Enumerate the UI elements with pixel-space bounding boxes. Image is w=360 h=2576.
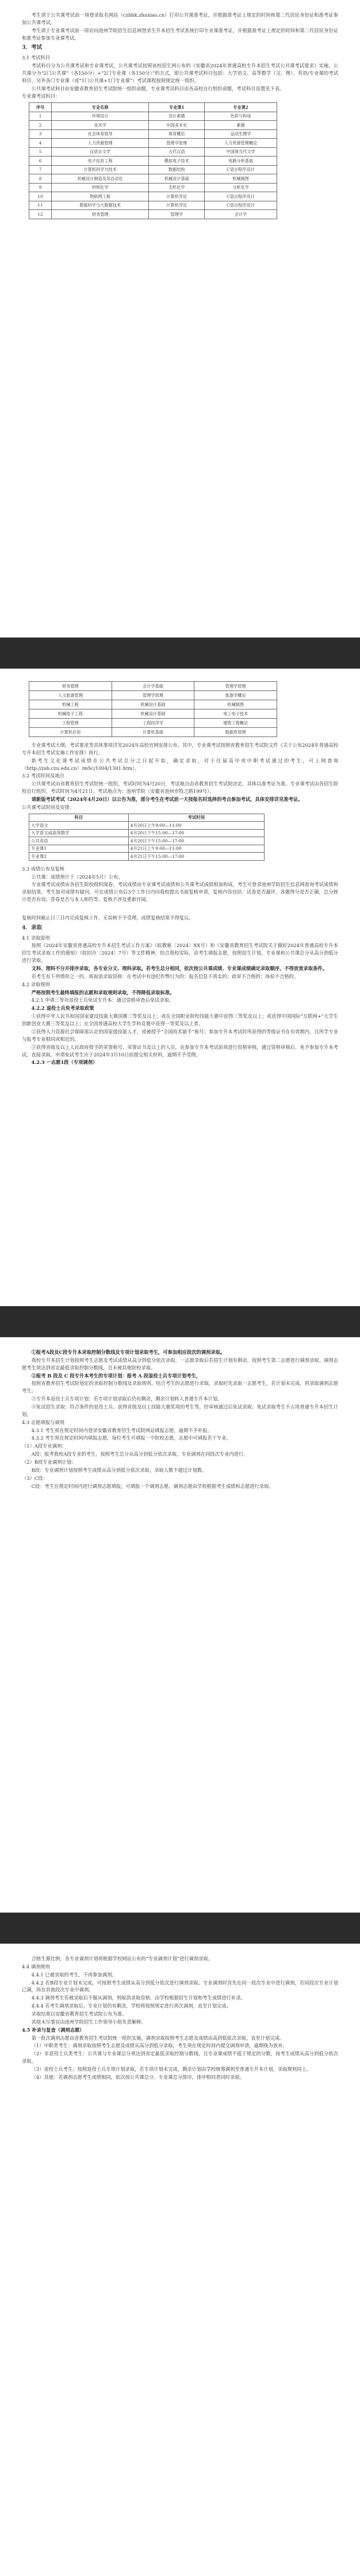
table-row — [29, 112, 277, 121]
table-cell: 2 — [29, 121, 52, 130]
table-cell: 模拟电子技术 — [149, 157, 205, 166]
table-cell: 美术学 — [52, 121, 149, 130]
table-cell: 设计素描 — [149, 112, 205, 121]
table-row — [29, 210, 277, 219]
subsection-heading-adjust: 4.4 调剂规则 — [22, 1963, 51, 1970]
table-row — [29, 121, 277, 130]
p4-paragraph-6: 其他未尽事宜由池州学院招生工作领导小组负责解释。 — [31, 2018, 146, 2025]
table-cell: 机械设计制造及其自动化 — [52, 174, 149, 184]
table-cell: 数据库原理 — [194, 728, 277, 737]
subsection-heading-volunteer: 4.3 志愿填报与调剂 — [22, 1419, 64, 1425]
table-cell: 6 — [29, 157, 52, 166]
table-row — [29, 139, 277, 148]
table-row — [29, 700, 277, 709]
table-cell: 古代汉语 — [149, 147, 205, 157]
table-row — [29, 853, 265, 861]
table-cell: 计算机科学与技术 — [52, 165, 149, 174]
p4-paragraph-11: （4）其他：若调剂志愿考生成绩相同，依次按公共课总分、专业课总分排序，排序相同者同时录取。 — [31, 2074, 244, 2080]
exam-paragraph-7: 专业课考试成绩由各招生院校组织阅卷，考试成绩由专业课考试成绩和公共课考试成绩相加构成，考生可登录池州学院招生信息网查询考试成绩和录取结果，考生如对成绩有疑问，可在成绩公布后3个工作日内向我校提出书面复核申请。复核内容包括：试卷是否漏评，各题得分是否正确，总分统计是否有误，答卷是否与本人相符等。复核不涉及重新评阅。 — [22, 881, 338, 903]
table-cell: 人力资源管理 — [52, 139, 149, 148]
table-row — [29, 157, 277, 166]
table-cell: 工程管理 — [29, 719, 112, 728]
p4-lead: 合格生源比例，各专业调剂计划将根据学校网站公布的“专业调剂计划”进行调剂录取。 — [31, 1956, 213, 1961]
p3-paragraph-8: 4.3.2 考生须在规定时间内填报志愿，每位考生可填报一个院校志愿，志愿中可填报若干专业。 — [31, 1435, 231, 1441]
p3-paragraph-5: ③专升本退役士兵专项计划：若专项计划录取后仍有剩余，剩余计划转入普通专升本计划。 — [31, 1396, 223, 1402]
table-cell: 4月20日下午15:00—17:00 — [128, 837, 264, 845]
table-row — [29, 719, 277, 728]
table-cell: 管理学原理 — [149, 139, 205, 148]
table-cell: 数据科学与大数据技术 — [52, 201, 149, 210]
table-cell: 12 — [29, 210, 52, 219]
table-cell: 数据结构 — [149, 165, 205, 174]
table-cell: 物联网工程 — [52, 192, 149, 201]
table-cell: 9 — [29, 183, 52, 192]
table-cell: 计算机基础 — [112, 728, 194, 737]
page-separator — [0, 638, 360, 669]
p3-paragraph-3: ②报考 B 段及 C 段专升本考生的专项计划：报考 A 段退役士兵专项计划考生， — [31, 1372, 201, 1379]
admission-paragraph-8: ②获得人力资源社会保障部认定的国家级技能人才，或被授予“全国技术能手”称号；参加专升本考试时所获得的等级证书在有效期内，且所学专业与报考专业相同或相近的。 — [22, 1028, 338, 1042]
intro-paragraph-2: 考生请于专业课考试前一周访问池州学院招生信息网登录生升本招生考试系统打印专业课准考证，并根据准考证上规定的时间和第二代居民身份证和准考证参加专业课考试。 — [22, 27, 338, 41]
table-cell: 社会体育指导 — [52, 129, 149, 139]
table-cell: 管理学原理 — [112, 691, 194, 700]
document-page-4 — [0, 1944, 360, 2576]
table-row — [29, 822, 265, 830]
admission-paragraph-9: ③获得省级及以上人民政府授予的荣誉称号、荣誉证书及以上的人员，在参加专升本考试前须进行资格审核，通过资格审核后，免予参加专升本考试，直接录取。申请免试考生应于2024年3月10日前提交相关材料，逾期不予受理。 — [22, 1044, 338, 1058]
table-cell: 素描 — [205, 121, 277, 130]
exam-paragraph-1: 考试科目分为公共课考试和专业课考试，公共课考试按照该校招生网公布的《安徽省2024年普通高校专升本招生考试公共课考试要求》实施。公共课分为“2门公共课”（各150分）+“2门专业课（各150分）”的方式，即公共课考试科目包括：大学语文、高等数学（文、理）、英语/专业课的考试科目，另外各门专业课（或“1门公共课+1门专业课”）考试课程按照规定统一组织。 — [22, 63, 338, 83]
page-separator — [0, 1306, 360, 1337]
subsection-heading-rules: 4.2 录取规则 — [22, 981, 51, 987]
p3-paragraph-6: ④免试招生录取：符合条件的退役士兵、获得省级及以上技能大赛奖项的考生等，经审核通过后免试录取；免试录取考生不占用普通专升本招生计划。 — [22, 1404, 338, 1417]
table-cell: 财务管理 — [29, 682, 112, 691]
exam-paragraph-6: 公共课：成绩预计于（2024年5月）公布。 — [31, 873, 123, 880]
table-cell: 计算机导论 — [149, 201, 205, 210]
table-header: 专业名称 — [52, 103, 149, 112]
table-cell: 机械设计基础 — [112, 709, 194, 719]
table-cell: 大学语文 — [29, 822, 129, 830]
admission-paragraph-10: 4.2.3 一志愿1段（专项调剂） — [31, 1059, 98, 1066]
table-cell: 4月21日下午15:00—17:00 — [128, 853, 264, 861]
table-cell: 3 — [29, 129, 52, 139]
subsection-heading-time: 3.2 考试时间及地点 — [22, 773, 64, 779]
notice-bold: 请新版考试考试（2024年4月20日）以公告为准，部分考生在考试前一天按报名时选择的考点参加考试，具体安排详见准考证。 — [31, 796, 303, 803]
table-cell: 专业课2 — [29, 853, 129, 861]
table-cell: 1 — [29, 112, 52, 121]
subsection-heading-subjects: 3.1 考试科目 — [22, 55, 51, 61]
table1-title: 专业课考试科目： — [22, 93, 60, 100]
p3-paragraph-4: 按照省教育招生考试院划定的录取控制分数线及录取规则，结合考生的志愿进行录取，录取时先录取一志愿考生，若计划未完成，再录取调剂志愿考生。 — [22, 1380, 338, 1394]
section-heading-admission: 4．录取 — [22, 924, 43, 931]
p3-sub-2: （2）B段专业调剂计划： — [22, 1459, 76, 1466]
table-cell: 机械工程 — [29, 700, 112, 709]
admission-paragraph-3: 若考生有下列情形之一的，将取消录取资格：在考试中有违纪作弊行为的；报名信息不真实的；政审不合格的；体检不合格的。 — [31, 973, 299, 979]
table-cell: 电工电子技术 — [194, 709, 277, 719]
table-cell: 会计学基础 — [112, 682, 194, 691]
p4-paragraph-8: （1）中职类考生：调剂录取按照考生志愿及成绩从高分到低分录取，考生须在规定时间内提交调剂申请，逾期视为放弃。 — [31, 2043, 288, 2049]
table-cell: 人力资源管理概论 — [205, 139, 277, 148]
p3-paragraph-10: B段：专业调剂计划按照考生成绩从高分到低分依次录取，录取人数不超过计划数。 — [31, 1467, 207, 1473]
table-cell: 旅游学概论 — [194, 691, 277, 700]
admission-paragraph-1: 按照《2024年安徽省普通高校专升本招生考试工作方案》（皖教秘〔2024〕XX号）和《安徽省教育招生考试院关于做好2024年普通高校专升本招生考试录取工作的通知》（皖招办〔2024〕7号）等文件精神，结合我校实际，由考生填报志愿，按照招生计划，专业课和公共课总分从高分到低分进行录取。 — [22, 942, 338, 964]
table-row — [29, 829, 265, 837]
table-cell: 4月20日上午9:00—11:00 — [128, 822, 264, 830]
page2-lead: 复核时间截止日三日内完成复核工作，无误核不予受理，成绩复核结果不得复议。 — [22, 915, 194, 921]
table-cell: 工程经济学 — [112, 719, 194, 728]
table-cell: 11 — [29, 201, 52, 210]
table-cell: 4月20日下午15:00—17:00 — [128, 829, 264, 837]
schedule-title: 公共课考试时间及安排： — [22, 804, 75, 810]
table-row — [29, 691, 277, 700]
table-cell: 机械电子工程 — [29, 709, 112, 719]
table-cell: 环境设计 — [52, 112, 149, 121]
table-row — [29, 201, 277, 210]
p3-paragraph-11: C段：考生在规定时间内进行调剂志愿填报，可填报一个调剂志愿，调剂志愿由学校根据考生成绩和志愿进行录取。 — [31, 1483, 274, 1489]
table-cell: 机械制图 — [194, 700, 277, 709]
table-row — [29, 682, 277, 691]
p4-paragraph-2: 4.4.2 若B段专业计划未完成，可按照考生成绩从高分到低分依次进行调剂录取。专业调剂时首先在同一段次专业中进行调剂，若同段次专业计划已满，再在其他段次专业中调剂。 — [22, 1979, 338, 1993]
subsection-heading-scores: 3.3 成绩公布及复核 — [22, 865, 64, 872]
intro-paragraph-1: 考生请于公共课考试前一周登录报名网站（czbhk.zhuxiao.cn）打印公共课准考证，并根据准考证上规定的时间和第二代居民身份证和准考证参加公共课考试。 — [22, 12, 338, 25]
p4-paragraph-9: （2）非退役士兵类考生：公共课与专业课总分须达到省定最低录取控制分数线，且专业课成绩不低于规定的分数，按考生成绩从高分到低分依次录取。 — [22, 2051, 338, 2064]
table-cell: 会计学 — [205, 210, 277, 219]
admission-paragraph-2: 文科、理科不分开排序录取，各专业分文、理科录取。若考生总分相同，依次按公共课成绩、专业课成绩确定录取顺序，不得放宽录取条件。 — [31, 965, 328, 972]
p3-paragraph-9: A段：报考我校A段专业的考生，按照考生总分从高分到低分依次录取，专业调剂在同段次专业内进行。 — [31, 1451, 248, 1457]
table-cell: 材料化学 — [52, 183, 149, 192]
exam-paragraph-3: 专业课考试大纲、考试要求等具体事项详见2024年高校官网安排公布。其中，专业课考试按照省教育招生考试院文件《关于公布2024年普通高校专升本招生考试实施工作安排》执行。 — [22, 742, 338, 755]
table-row — [29, 165, 277, 174]
table-cell: 体育概论 — [149, 129, 205, 139]
p3-sub-3: （3）C段： — [22, 1475, 48, 1481]
p4-paragraph-3: 4.4.3 调剂考生若被录取后不服从调剂，则取消录取资格，由学校根据招生计划和考生成绩进行补录。 — [31, 1995, 246, 2001]
schedule-table — [29, 814, 265, 861]
table-cell: 4 — [29, 139, 52, 148]
p3-paragraph-2: 我校专升本招生计划按照考生志愿及考试成绩从高分到低分依次录取，一志愿录取后若招生计划有剩余，按照考生第二志愿进行调剂录取，调剂志愿考生须达到省定最低录取控制分数线，且未被其他院校录取。 — [22, 1357, 338, 1371]
admission-paragraph-7: ①获得中华人民共和国国家建设技能大赛国赛三等奖及以上；或在全国职业院校技能大赛中获得三等奖及以上；或获得中国国际“互联网+”大学生创新创业大赛三等奖及以上；在全国普通高校大学生学科竞赛中获得一等奖及以上者。 — [22, 1013, 338, 1027]
table-cell: 管理学原理 — [194, 682, 277, 691]
p3-sub-1: （1）A段专业调剂： — [22, 1443, 67, 1449]
p4-paragraph-10: （3）退役士兵考生：按照退役士兵专项计划录取，若专项计划未完成，剩余计划由学校统筹调剂至普通专升本计划，录取规则同上。 — [31, 2066, 312, 2073]
p4-paragraph-1: 4.4.1 已被录取的考生，不再参加调剂。 — [31, 1971, 117, 1978]
table-cell: 财务管理 — [52, 210, 149, 219]
page-separator — [0, 1913, 360, 1944]
table-cell: 计算机导论 — [149, 192, 205, 201]
table-cell: 人文旅游管理 — [29, 691, 112, 700]
table-cell: 色彩与构成 — [205, 112, 277, 121]
table-cell: 中国现当代文学 — [205, 147, 277, 157]
table-row — [29, 183, 277, 192]
document-page-2 — [0, 669, 360, 1306]
table-header: 专业课1 — [149, 103, 205, 112]
table-row — [29, 728, 277, 737]
table-cell: 管理学 — [149, 210, 205, 219]
table-cell: 4月21日上午9:00—11:00 — [128, 845, 264, 853]
table-cell: 运动生理学 — [205, 129, 277, 139]
admission-paragraph-6: 4.2.2 退役士兵免考录取政策 — [31, 1005, 94, 1012]
table-cell: C语言程序设计 — [205, 192, 277, 201]
table-cell: 公共英语 — [29, 837, 129, 845]
admission-paragraph-4: 严格按照考生最终填报的志愿和录取规则录取，不得降低录取标准。 — [31, 989, 175, 995]
table-cell: 汉语言文学 — [52, 147, 149, 157]
table-cell: 建筑工程概论 — [194, 719, 277, 728]
document-page-3 — [0, 1337, 360, 1913]
table-row — [29, 709, 277, 719]
table-row — [29, 192, 277, 201]
table-cell: 电子信息工程 — [52, 157, 149, 166]
table-row — [29, 147, 277, 157]
table-row — [29, 174, 277, 184]
table-cell: 机械制图 — [205, 174, 277, 184]
p4-paragraph-7: 第一批次调剂志愿由省教育招生考试院统一组织实施，调剂录取按照考生志愿及成绩由高到低依次录取，直至计划完成。 — [31, 2035, 285, 2041]
table-cell: C语言程序设计 — [205, 201, 277, 210]
table-cell: 5 — [29, 147, 52, 157]
table-header: 专业课2 — [205, 103, 277, 112]
table-row — [29, 129, 277, 139]
table-cell: 无机化学 — [149, 183, 205, 192]
table-cell: 10 — [29, 192, 52, 201]
exam-paragraph-2: 公共课考试科目由安徽省教育招生考试院统一组织命题，专业课考试科目由各高校自行组织命题，考试科目设置见下表。 — [31, 85, 285, 91]
table-cell: 计算机应用 — [29, 728, 112, 737]
admission-paragraph-5: 4.2.1 申请三等功退役士兵免试专升本：通过资格审查后免试录取。 — [31, 997, 174, 1003]
table-cell: 7 — [29, 165, 52, 174]
table-header: 序号 — [29, 103, 52, 112]
subjects-table — [29, 102, 277, 219]
subsection-heading-principles: 4.1 录取原则 — [22, 934, 51, 941]
subsection-heading-supplement: 4.5 补录与复查（调剂志愿） — [22, 2027, 85, 2033]
table-header: 科目 — [29, 814, 129, 822]
table-cell: 中国美术史 — [149, 121, 205, 130]
table-cell: 专业课1 — [29, 845, 129, 853]
table-cell: 机械设计基础 — [149, 174, 205, 184]
table-cell: 大学语文或高等数学 — [29, 829, 129, 837]
table-row — [29, 837, 265, 845]
table-cell: C语言程序设计 — [205, 165, 277, 174]
exam-paragraph-5: 公共课考试由省教育招生考试院统一组织，考试时间为4月20日，考试地点由省教育招生考试院决定，具体以准考证为准。专业课考试由各招生院校自行组织，考试时间为4月21日，考试地点为：池州学院（安徽省池州市牧之路199号）。 — [22, 781, 338, 795]
p4-paragraph-4: 4.4.4 若考生调剂录取后，专业计划仍有剩余，学校将按照规定进行再次调剂，直至计划完成。 — [31, 2003, 231, 2009]
subjects-table-continued — [29, 681, 277, 737]
table-cell: 机械设计基础 — [112, 700, 194, 709]
document-page-1 — [0, 0, 360, 638]
p3-paragraph-1: ①报考A段及C段专升本录取控制分数线及专项计划录取考生，可参加相应段次的调剂录取。 — [31, 1349, 225, 1355]
table-row — [29, 845, 265, 853]
exam-paragraph-4: 新考生文化课考试成绩在公共考试总分之日起开始，确定录取，对于往届高中或中职考试通过的考生，可上网查询（http://zsb.czu.edu.cn）/mSc/1004/1301.htm）。 — [22, 757, 338, 771]
p4-paragraph-5: 录取结果以安徽省教育招生考试院公布为准。 — [31, 2011, 127, 2017]
section-heading-exam: 3．考试 — [22, 44, 43, 51]
p3-paragraph-7: 4.3.1 考生须在规定时间内登录安徽省教育招生考试院网站填报志愿，逾期不予补报。 — [31, 1427, 212, 1433]
table-header: 考试时间 — [128, 814, 264, 822]
table-cell: 分析化学 — [205, 183, 277, 192]
table-cell: 电路分析基础 — [205, 157, 277, 166]
table-cell: 8 — [29, 174, 52, 184]
